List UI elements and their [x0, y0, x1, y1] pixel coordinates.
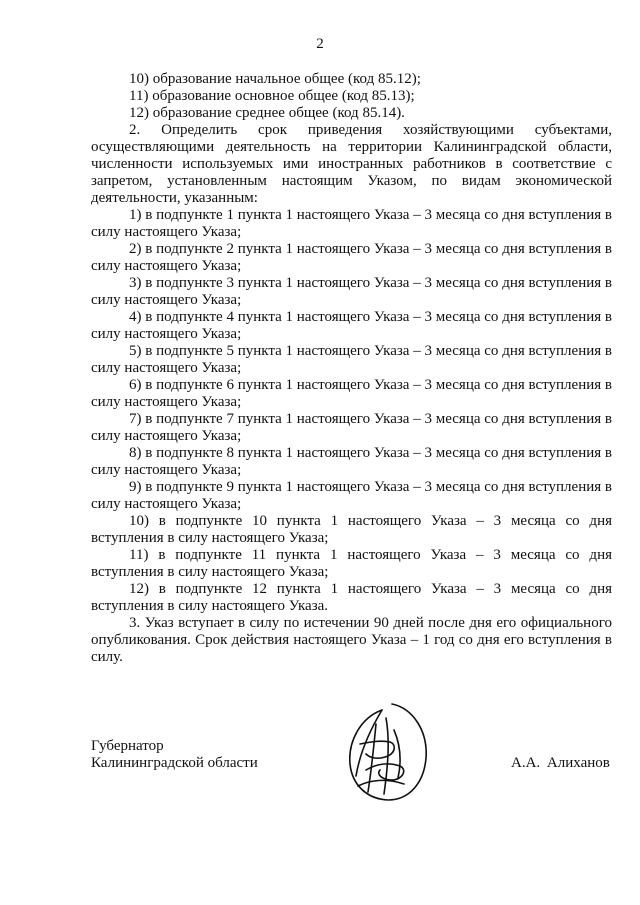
list-item: 12) в подпункте 12 пункта 1 настоящего Указа – 3 месяца со дня вступления в силу настоящего Указа. — [91, 581, 612, 614]
signer-title-line1: Губернатор — [91, 738, 164, 754]
list-item: 11) в подпункте 11 пункта 1 настоящего Указа – 3 месяца со дня вступления в силу настоящего Указа; — [91, 547, 612, 580]
signer-title — [91, 738, 258, 772]
paragraph-2: 2. Определить срок приведения хозяйствующими субъектами, осуществляющими деятельность на территории Калининградской области, численности используемых ими иностранных работников в соответствие с запретом, установленным настоящим Указом, по видам экономической деятельности, указанным: — [91, 122, 612, 206]
list-item: 10) в подпункте 10 пункта 1 настоящего Указа – 3 месяца со дня вступления в силу настоящего Указа; — [91, 513, 612, 546]
list-item: 11) образование основное общее (код 85.13); — [129, 88, 415, 104]
signer-title-line2: Калининградской области — [91, 755, 258, 771]
handwritten-signature-icon — [330, 700, 435, 805]
document-body — [91, 71, 612, 666]
list-item: 1) в подпункте 1 пункта 1 настоящего Указа – 3 месяца со дня вступления в силу настоящего Указа; — [91, 207, 612, 240]
paragraph-3: 3. Указ вступает в силу по истечении 90 дней после дня его официального опубликования. Срок действия настоящего Указа – 1 год со дня его вступления в силу. — [91, 615, 612, 665]
list-item: 3) в подпункте 3 пункта 1 настоящего Указа – 3 месяца со дня вступления в силу настоящего Указа; — [91, 275, 612, 308]
signer-name: А.А. Алиханов — [511, 755, 610, 771]
list-item: 10) образование начальное общее (код 85.12); — [129, 71, 421, 87]
list-item: 7) в подпункте 7 пункта 1 настоящего Указа – 3 месяца со дня вступления в силу настоящего Указа; — [91, 411, 612, 444]
list-item: 9) в подпункте 9 пункта 1 настоящего Указа – 3 месяца со дня вступления в силу настоящего Указа; — [91, 479, 612, 512]
list-item: 4) в подпункте 4 пункта 1 настоящего Указа – 3 месяца со дня вступления в силу настоящего Указа; — [91, 309, 612, 342]
list-item: 6) в подпункте 6 пункта 1 настоящего Указа – 3 месяца со дня вступления в силу настоящего Указа; — [91, 377, 612, 410]
page-number: 2 — [316, 36, 324, 52]
list-item: 8) в подпункте 8 пункта 1 настоящего Указа – 3 месяца со дня вступления в силу настоящего Указа; — [91, 445, 612, 478]
list-item: 5) в подпункте 5 пункта 1 настоящего Указа – 3 месяца со дня вступления в силу настоящего Указа; — [91, 343, 612, 376]
list-item: 2) в подпункте 2 пункта 1 настоящего Указа – 3 месяца со дня вступления в силу настоящего Указа; — [91, 241, 612, 274]
list-item: 12) образование среднее общее (код 85.14). — [129, 105, 405, 121]
